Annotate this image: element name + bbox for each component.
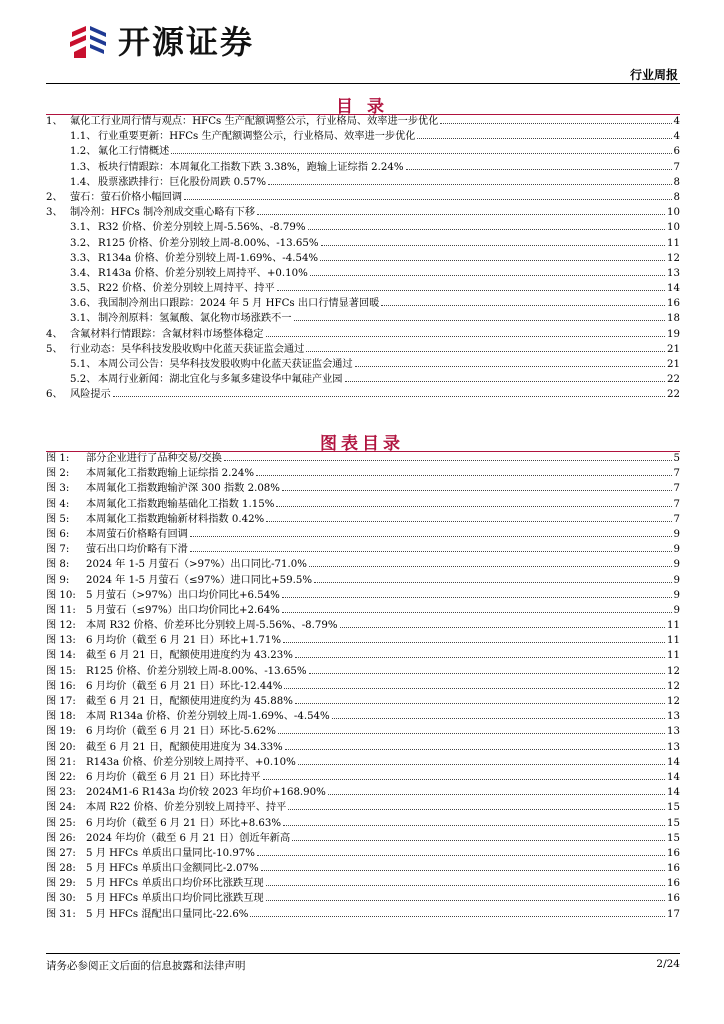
toc-entry-text: 板块行情跟踪：本周氟化工指数下跌 3.38%，跑输上证综指 2.24% xyxy=(98,161,404,173)
toc-entry[interactable] xyxy=(46,190,680,205)
dot-leader xyxy=(113,387,665,397)
figure-entry-number: 图 11: xyxy=(46,604,76,616)
figure-entry-number: 图 22: xyxy=(46,771,76,783)
toc-entry-page: 4 xyxy=(673,116,680,127)
dot-leader xyxy=(276,497,671,507)
figure-entry[interactable] xyxy=(46,603,680,618)
dot-leader xyxy=(340,618,665,628)
toc-entry-number: 5.2、 xyxy=(70,374,97,386)
figure-entry[interactable] xyxy=(46,588,680,603)
toc-entry-number: 1.1、 xyxy=(70,131,97,143)
dot-leader xyxy=(283,816,665,826)
figure-entry-text: 本周氟化工指数跑输基础化工指数 1.15% xyxy=(86,498,275,510)
dot-leader xyxy=(278,724,665,734)
figure-entry-text: 2024 年均价（截至 6 月 21 日）创近年新高 xyxy=(86,832,291,844)
figure-entry-text: 本周萤石价格略有回调 xyxy=(86,528,188,540)
figure-entry-text: 截至 6 月 21 日，配额使用进度约为 43.23% xyxy=(86,650,293,662)
figure-entry-text: 5 月 HFCs 单质出口金额同比-2.07% xyxy=(86,863,259,875)
figure-entry-page: 9 xyxy=(673,589,680,601)
figure-entry-number: 图 24: xyxy=(46,802,76,814)
dot-leader xyxy=(320,251,665,261)
dot-leader xyxy=(266,512,671,522)
dot-leader xyxy=(266,891,665,901)
figure-entry[interactable] xyxy=(46,861,680,876)
dot-leader xyxy=(417,129,671,139)
toc-entry[interactable] xyxy=(46,266,680,281)
dot-leader xyxy=(282,588,672,598)
header-divider xyxy=(46,83,680,84)
figure-entry[interactable] xyxy=(46,876,680,891)
figure-entry-number: 图 5: xyxy=(46,513,70,525)
figure-entry-text: 2024M1-6 R143a 均价较 2023 年均价+168.90% xyxy=(86,787,326,799)
figure-entry-page: 16 xyxy=(667,878,680,890)
dot-leader xyxy=(282,481,672,491)
figure-entry-text: 2024 年 1-5 月萤石（≤97%）进口同比+59.5% xyxy=(86,574,312,586)
figure-entry-page: 9 xyxy=(673,544,680,556)
dot-leader xyxy=(184,190,671,200)
figure-entry-page: 14 xyxy=(667,771,680,783)
toc-entry-text: R125 价格、价差分别较上周-8.00%、-13.65% xyxy=(98,237,319,249)
report-type-label: 行业周报 xyxy=(629,68,678,82)
dot-leader xyxy=(190,542,672,552)
figure-entry-page: 14 xyxy=(667,756,680,768)
dot-leader xyxy=(277,281,665,291)
figure-list xyxy=(46,451,680,922)
dot-leader xyxy=(406,160,672,170)
figure-entry[interactable] xyxy=(46,694,680,709)
dot-leader xyxy=(298,755,665,765)
toc-entry-page: 14 xyxy=(667,283,680,295)
dot-leader xyxy=(263,770,665,780)
figure-entry-text: 6 月均价（截至 6 月 21 日）环比-12.44% xyxy=(86,680,283,692)
dot-leader xyxy=(309,664,666,674)
toc-entry-page: 10 xyxy=(667,207,680,219)
figure-entry-page: 13 xyxy=(667,711,680,723)
toc-entry-number: 5.1、 xyxy=(70,359,97,370)
figure-entry-page: 5 xyxy=(673,453,680,464)
figure-entry-text: R125 价格、价差分别较上周-8.00%、-13.65% xyxy=(86,665,307,677)
toc-entry-number: 1.3、 xyxy=(70,161,97,173)
figure-entry-text: 5 月 HFCs 单质出口均价同比涨跌互现 xyxy=(86,893,264,905)
toc-entry-page: 10 xyxy=(667,222,680,234)
page-header xyxy=(0,0,724,86)
figure-entry-page: 9 xyxy=(673,574,680,586)
toc-entry-text: 股票涨跌排行：巨化股份周跌 0.57% xyxy=(98,176,267,188)
figure-entry[interactable] xyxy=(46,466,680,481)
dot-leader xyxy=(250,907,665,917)
figure-entry[interactable] xyxy=(46,618,680,633)
figure-entry-number: 图 26: xyxy=(46,832,76,844)
toc-entry-page: 16 xyxy=(667,298,680,310)
toc-entry-number: 3、 xyxy=(46,207,63,219)
toc-entry-page: 19 xyxy=(667,328,680,340)
figure-entry[interactable] xyxy=(46,451,680,466)
figure-entry-text: 截至 6 月 21 日，配额使用进度为 34.33% xyxy=(86,741,283,753)
figure-entry[interactable] xyxy=(46,633,680,648)
figure-entry[interactable] xyxy=(46,664,680,679)
figure-entry-page: 12 xyxy=(667,696,680,707)
figure-entry[interactable] xyxy=(46,542,680,557)
toc-entry[interactable] xyxy=(46,114,680,129)
toc-entry-number: 3.2、 xyxy=(70,237,97,249)
figure-entry[interactable] xyxy=(46,709,680,724)
toc-entry-number: 3.1、 xyxy=(70,313,97,325)
figure-entry-text: 本周 R32 价格、价差环比分别较上周-5.56%、-8.79% xyxy=(86,620,338,632)
toc-entry[interactable] xyxy=(46,144,680,159)
figure-entry-number: 图 30: xyxy=(46,893,76,905)
toc-entry[interactable] xyxy=(46,357,680,372)
toc-entry-page: 6 xyxy=(673,146,680,158)
figure-entry-text: 6 月均价（截至 6 月 21 日）环比+1.71% xyxy=(86,635,282,647)
figure-entry-page: 9 xyxy=(673,528,680,540)
figure-entry-text: 本周 R134a 价格、价差分别较上周-1.69%、-4.54% xyxy=(86,711,330,723)
toc-entry-text: R143a 价格、价差分别较上周持平、+0.10% xyxy=(98,267,308,279)
toc-entry-number: 3.6、 xyxy=(70,298,97,310)
toc-entry[interactable] xyxy=(46,327,680,342)
toc-entry-text: R22 价格、价差分别较上周持平、持平 xyxy=(98,283,275,295)
toc-entry-page: 11 xyxy=(667,237,680,249)
dot-leader xyxy=(295,694,665,704)
toc-entry-number: 1.4、 xyxy=(70,176,97,188)
figure-entry-page: 14 xyxy=(667,787,680,799)
figure-entry-number: 图 19: xyxy=(46,726,76,738)
figure-entry-number: 图 23: xyxy=(46,787,76,799)
dot-leader xyxy=(256,466,671,476)
figures-title: 图表目录 xyxy=(320,434,404,454)
figure-entry-number: 图 10: xyxy=(46,589,76,601)
toc-entry-number: 3.5、 xyxy=(70,283,97,295)
toc-entry[interactable] xyxy=(46,220,680,235)
figure-entry-page: 16 xyxy=(667,893,680,905)
figure-entry[interactable] xyxy=(46,755,680,770)
toc-entry-page: 8 xyxy=(673,191,680,203)
figure-entry-page: 16 xyxy=(667,863,680,875)
dot-leader xyxy=(171,144,671,154)
figure-entry-number: 图 6: xyxy=(46,528,70,540)
dot-leader xyxy=(292,831,665,841)
figure-entry-text: 2024 年 1-5 月萤石（>97%）出口同比-71.0% xyxy=(86,559,307,571)
figure-entry-page: 13 xyxy=(667,726,680,738)
figure-entry-number: 图 9: xyxy=(46,574,70,586)
dot-leader xyxy=(257,205,665,215)
page-number: 2/24 xyxy=(656,958,680,970)
figure-entry[interactable] xyxy=(46,679,680,694)
figure-entry[interactable] xyxy=(46,740,680,755)
figure-entry-text: 本周氟化工指数跑输沪深 300 指数 2.08% xyxy=(86,483,280,495)
dot-leader xyxy=(310,266,665,276)
toc-entry-number: 1、 xyxy=(46,116,63,127)
figure-entry-page: 17 xyxy=(667,908,680,920)
figure-entry-text: 6 月均价（截至 6 月 21 日）环比+8.63% xyxy=(86,817,282,829)
figure-entry-text: 5 月萤石（≤97%）出口均价同比+2.64% xyxy=(86,604,280,616)
brand-logo xyxy=(66,22,254,62)
toc-entry-page: 8 xyxy=(673,176,680,188)
toc-entry[interactable] xyxy=(46,129,680,144)
figure-entry-number: 图 4: xyxy=(46,498,70,510)
figure-entry[interactable] xyxy=(46,770,680,785)
toc-entry-page: 22 xyxy=(667,374,680,386)
figure-entry-number: 图 12: xyxy=(46,620,76,632)
figure-entry-page: 15 xyxy=(667,802,680,814)
figure-entry-text: 5 月 HFCs 混配出口量同比-22.6% xyxy=(86,908,249,920)
figure-entry[interactable] xyxy=(46,785,680,800)
footer-disclaimer: 请务必参阅正文后面的信息披露和法律声明 xyxy=(46,960,246,972)
figure-entry-page: 7 xyxy=(673,498,680,510)
toc-entry-page: 4 xyxy=(673,131,680,143)
figure-entry-text: 本周氟化工指数跑输新材料指数 0.42% xyxy=(86,513,265,525)
toc-entry[interactable] xyxy=(46,387,680,402)
dot-leader xyxy=(266,327,665,337)
toc-entry-text: 风险提示 xyxy=(70,389,111,401)
figure-entry-text: 5 月 HFCs 单质出口量同比-10.97% xyxy=(86,847,255,859)
figure-entry[interactable] xyxy=(46,846,680,861)
figure-entry-page: 15 xyxy=(667,832,680,844)
dot-leader xyxy=(268,175,671,185)
toc-entry-text: 本周公司公告：昊华科技发股收购中化蓝天获证监会通过 xyxy=(98,359,353,370)
figure-entry-number: 图 31: xyxy=(46,908,76,920)
dot-leader xyxy=(288,800,665,810)
figure-entry-page: 12 xyxy=(667,665,680,677)
figure-entry-number: 图 15: xyxy=(46,665,76,677)
figure-entry[interactable] xyxy=(46,907,680,922)
dot-leader xyxy=(332,709,665,719)
figure-entry-text: R143a 价格、价差分别较上周持平、+0.10% xyxy=(86,756,296,768)
figure-entry-text: 萤石出口均价略有下滑 xyxy=(86,544,188,556)
figure-entry[interactable] xyxy=(46,481,680,496)
toc-entry-page: 18 xyxy=(667,313,680,325)
dot-leader xyxy=(190,527,672,537)
figure-entry[interactable] xyxy=(46,891,680,906)
dot-leader xyxy=(355,357,665,367)
figure-entry-page: 13 xyxy=(667,741,680,753)
toc-entry-number: 3.4、 xyxy=(70,267,97,279)
toc-entry-text: 氟化工行业周行情与观点：HFCs 生产配额调整公示，行业格局、效率进一步优化 xyxy=(70,116,439,127)
dot-leader xyxy=(283,633,665,643)
dot-leader xyxy=(294,311,665,321)
figure-entry[interactable] xyxy=(46,816,680,831)
toc-entry[interactable] xyxy=(46,175,680,190)
toc-entry-page: 22 xyxy=(667,389,680,401)
brand-logo-icon xyxy=(66,22,110,62)
dot-leader xyxy=(266,876,665,886)
figure-entry[interactable] xyxy=(46,648,680,663)
figure-entry-page: 9 xyxy=(673,559,680,571)
figure-entry-number: 图 21: xyxy=(46,756,76,768)
figure-entry-page: 9 xyxy=(673,604,680,616)
toc-entry-page: 7 xyxy=(673,161,680,173)
toc-entry-text: 氟化工行情概述 xyxy=(98,146,170,158)
figure-entry-page: 11 xyxy=(667,620,680,632)
figure-entry-number: 图 25: xyxy=(46,817,76,829)
toc-entry-text: 含氟材料行情跟踪：含氟材料市场整体稳定 xyxy=(70,328,264,340)
toc-title: 目 录 xyxy=(336,97,388,117)
toc-entry-number: 4、 xyxy=(46,328,63,340)
figure-entry-number: 图 2: xyxy=(46,468,70,480)
toc-entry-text: R134a 价格、价差分别较上周-1.69%、-4.54% xyxy=(98,252,319,264)
dot-leader xyxy=(285,740,665,750)
figure-entry-number: 图 7: xyxy=(46,544,70,556)
figure-entry-page: 11 xyxy=(667,650,680,662)
toc-entry[interactable] xyxy=(46,342,680,357)
figure-entry-number: 图 28: xyxy=(46,863,76,875)
figure-entry-number: 图 27: xyxy=(46,847,76,859)
toc-entry-text: 行业重要更新：HFCs 生产配额调整公示，行业格局、效率进一步优化 xyxy=(98,131,416,143)
figure-entry-page: 7 xyxy=(673,483,680,495)
figure-entry[interactable] xyxy=(46,831,680,846)
toc-entry-number: 5、 xyxy=(46,343,63,355)
figure-entry[interactable] xyxy=(46,497,680,512)
figure-entry[interactable] xyxy=(46,800,680,815)
dot-leader xyxy=(295,648,665,658)
toc-entry-number: 3.1、 xyxy=(70,222,97,234)
figure-entry-number: 图 8: xyxy=(46,559,70,571)
toc-entry-page: 13 xyxy=(667,267,680,279)
toc-entry-page: 12 xyxy=(667,252,680,264)
toc-entry[interactable] xyxy=(46,236,680,251)
toc-entry-text: 本周行业新闻：湖北宜化与多氟多建设华中氟硅产业园 xyxy=(98,374,343,386)
figure-entry-text: 5 月萤石（>97%）出口均价同比+6.54% xyxy=(86,589,280,601)
figure-entry-number: 图 13: xyxy=(46,635,76,647)
figure-entry[interactable] xyxy=(46,724,680,739)
figure-entry-number: 图 18: xyxy=(46,711,76,723)
dot-leader xyxy=(440,114,671,124)
figure-entry-text: 本周氟化工指数跑输上证综指 2.24% xyxy=(86,468,255,480)
dot-leader xyxy=(309,557,672,567)
toc-entry-text: R32 价格、价差分别较上周-5.56%、-8.79% xyxy=(98,222,306,234)
figure-entry-text: 部分企业进行了品种交易/交换 xyxy=(86,453,222,464)
figure-entry-page: 16 xyxy=(667,847,680,859)
figure-entry-number: 图 20: xyxy=(46,741,76,753)
figure-entry-text: 本周 R22 价格、价差分别较上周持平、持平 xyxy=(86,802,287,814)
dot-leader xyxy=(224,451,672,461)
dot-leader xyxy=(306,342,665,352)
dot-leader xyxy=(321,236,666,246)
table-of-contents xyxy=(46,114,680,403)
footer-divider xyxy=(46,953,680,954)
figure-entry-page: 7 xyxy=(673,513,680,525)
figure-entry-text: 6 月均价（截至 6 月 21 日）环比持平 xyxy=(86,771,261,783)
figure-entry[interactable] xyxy=(46,527,680,542)
dot-leader xyxy=(257,846,665,856)
figure-entry-page: 11 xyxy=(667,635,680,647)
dot-leader xyxy=(381,296,665,306)
figure-entry-number: 图 16: xyxy=(46,680,76,692)
figure-entry-text: 截至 6 月 21 日，配额使用进度约为 45.88% xyxy=(86,696,293,707)
dot-leader xyxy=(345,372,666,382)
figure-entry-number: 图 3: xyxy=(46,483,70,495)
figure-entry-text: 6 月均价（截至 6 月 21 日）环比-5.62% xyxy=(86,726,276,738)
dot-leader xyxy=(308,220,665,230)
toc-entry[interactable] xyxy=(46,251,680,266)
toc-entry-text: 我国制冷剂出口跟踪：2024 年 5 月 HFCs 出口行情显著回暖 xyxy=(98,298,380,310)
figure-entry[interactable] xyxy=(46,573,680,588)
brand-name: 开源证券 xyxy=(118,23,255,61)
toc-entry-text: 制冷剂：HFCs 制冷剂成交重心略有下移 xyxy=(70,207,256,219)
toc-entry[interactable] xyxy=(46,372,680,387)
toc-entry[interactable] xyxy=(46,296,680,311)
toc-entry-number: 3.3、 xyxy=(70,252,97,264)
figure-entry[interactable] xyxy=(46,512,680,527)
toc-entry[interactable] xyxy=(46,311,680,326)
figure-entry-number: 图 29: xyxy=(46,878,76,890)
figure-entry-number: 图 14: xyxy=(46,650,76,662)
figure-entry-text: 5 月 HFCs 单质出口均价环比涨跌互现 xyxy=(86,878,264,890)
dot-leader xyxy=(284,679,665,689)
figure-entry-page: 12 xyxy=(667,680,680,692)
toc-entry-text: 行业动态：昊华科技发股收购中化蓝天获证监会通过 xyxy=(70,343,305,355)
figure-entry-page: 7 xyxy=(673,468,680,480)
toc-entry-number: 6、 xyxy=(46,389,63,401)
toc-entry-number: 1.2、 xyxy=(70,146,97,158)
dot-leader xyxy=(314,573,672,583)
toc-entry-text: 制冷剂原料：氢氟酸、氯化物市场涨跌不一 xyxy=(98,313,292,325)
figure-entry-page: 15 xyxy=(667,817,680,829)
toc-entry[interactable] xyxy=(46,160,680,175)
toc-entry-text: 萤石：萤石价格小幅回调 xyxy=(70,191,183,203)
toc-entry-page: 21 xyxy=(667,343,680,355)
dot-leader xyxy=(282,603,672,613)
toc-entry[interactable] xyxy=(46,205,680,220)
figure-entry-number: 图 1: xyxy=(46,453,70,464)
toc-entry-page: 21 xyxy=(667,359,680,370)
figure-entry[interactable] xyxy=(46,557,680,572)
toc-entry-number: 2、 xyxy=(46,191,63,203)
dot-leader xyxy=(261,861,665,871)
figure-entry-number: 图 17: xyxy=(46,696,76,707)
dot-leader xyxy=(328,785,665,795)
toc-entry[interactable] xyxy=(46,281,680,296)
